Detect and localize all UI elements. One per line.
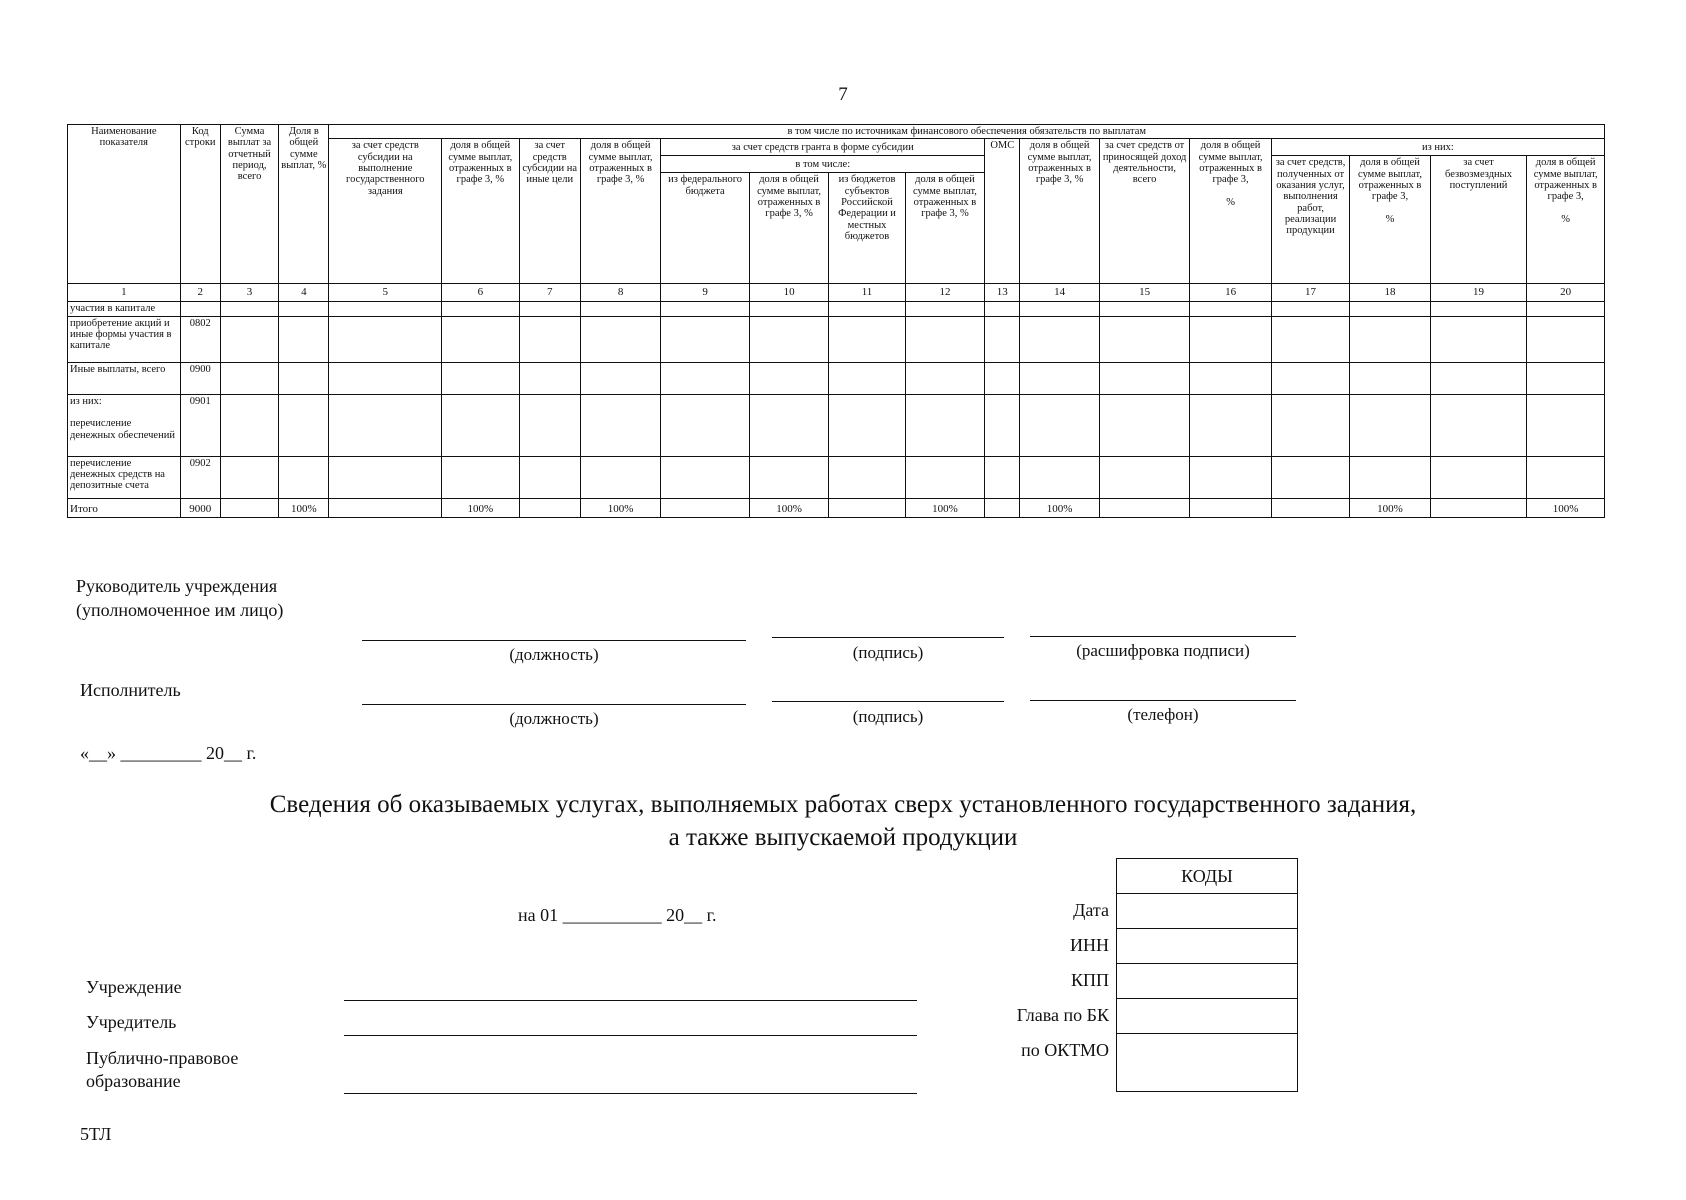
header-sum: Сумма выплат за отчетный период, всего bbox=[220, 125, 278, 284]
row-label: приобретение акций и иные формы участия в капитале bbox=[68, 316, 181, 362]
code-oktmo-cell[interactable] bbox=[1117, 1034, 1298, 1092]
code-glava-cell[interactable] bbox=[1117, 999, 1298, 1034]
col-number: 5 bbox=[329, 284, 442, 302]
col-number: 10 bbox=[749, 284, 828, 302]
total-share-14: 100% bbox=[1020, 498, 1099, 517]
row-label: из них: bbox=[70, 395, 102, 407]
institution-line[interactable] bbox=[344, 1000, 917, 1001]
header-col-11: из бюджетов субъектов Российской Федерации и местных бюджетов bbox=[829, 173, 905, 284]
col-number: 20 bbox=[1527, 284, 1605, 302]
header-col-16-pct: % bbox=[1226, 196, 1235, 208]
footer-code: 5ТЛ bbox=[80, 1124, 112, 1144]
signature-caption: (подпись) bbox=[852, 643, 924, 662]
col-number: 2 bbox=[180, 284, 220, 302]
header-col-10: доля в общей сумме выплат, отраженных в графе 3, % bbox=[749, 173, 828, 284]
public-entity-line[interactable] bbox=[344, 1093, 917, 1094]
total-share-6: 100% bbox=[442, 498, 519, 517]
position-caption: (должность) bbox=[509, 645, 599, 664]
total-share-20: 100% bbox=[1527, 498, 1605, 517]
header-col-18 bbox=[1350, 156, 1430, 284]
col-number: 18 bbox=[1350, 284, 1430, 302]
executor-position-caption: (должность) bbox=[509, 709, 599, 728]
row-label-cell bbox=[68, 394, 181, 456]
codes-table bbox=[1116, 858, 1298, 1092]
oktmo-label: по ОКТМО bbox=[1021, 1040, 1109, 1060]
col-number: 15 bbox=[1099, 284, 1190, 302]
row-label: Иные выплаты, всего bbox=[68, 362, 181, 394]
table-row bbox=[68, 362, 1605, 394]
table-row bbox=[68, 316, 1605, 362]
codes-header: КОДЫ bbox=[1117, 859, 1298, 894]
row-code: 0902 bbox=[180, 456, 220, 498]
header-name: Наименование показателя bbox=[68, 125, 181, 284]
col-number: 16 bbox=[1190, 284, 1271, 302]
decoding-line[interactable] bbox=[1030, 636, 1296, 637]
header-col-14: доля в общей сумме выплат, отраженных в графе 3, % bbox=[1020, 139, 1099, 284]
page-number: 7 bbox=[838, 84, 848, 105]
header-col-17: за счет средств, полученных от оказания услуг, выполнения работ, реализации продукции bbox=[1271, 156, 1349, 284]
row-label-sub: перечисление денежных обеспечений bbox=[70, 418, 175, 441]
col-number: 14 bbox=[1020, 284, 1099, 302]
col-number: 1 bbox=[68, 284, 181, 302]
col-number: 8 bbox=[580, 284, 660, 302]
signature-line[interactable] bbox=[772, 637, 1004, 638]
public-entity-line-1: Публично-правовое bbox=[86, 1048, 239, 1068]
table-row bbox=[68, 456, 1605, 498]
payments-table bbox=[67, 124, 1605, 518]
executor-label: Исполнитель bbox=[80, 680, 181, 700]
col-number: 13 bbox=[985, 284, 1020, 302]
code-date-cell[interactable] bbox=[1117, 894, 1298, 929]
date-label: Дата bbox=[1073, 900, 1109, 920]
col-number: 19 bbox=[1430, 284, 1527, 302]
header-col-6: доля в общей сумме выплат, отраженных в графе 3, % bbox=[442, 139, 519, 284]
inn-label: ИНН bbox=[1070, 935, 1109, 955]
row-label: участия в капитале bbox=[68, 302, 181, 316]
decoding-caption: (расшифровка подписи) bbox=[1076, 641, 1250, 660]
header-col-12: доля в общей сумме выплат, отраженных в графе 3, % bbox=[905, 173, 984, 284]
col-number: 9 bbox=[661, 284, 750, 302]
position-line[interactable] bbox=[362, 640, 746, 641]
col-number: 4 bbox=[279, 284, 329, 302]
row-label: перечисление денежных средств на депозитные счета bbox=[68, 456, 181, 498]
column-numbers-row bbox=[68, 284, 1605, 302]
total-share-10: 100% bbox=[749, 498, 828, 517]
row-code bbox=[180, 302, 220, 316]
col-number: 7 bbox=[519, 284, 580, 302]
table-row bbox=[68, 302, 1605, 316]
head-line-2: (уполномоченное им лицо) bbox=[76, 600, 284, 620]
row-code: 0901 bbox=[180, 394, 220, 456]
header-col-18-text: доля в общей сумме выплат, отраженных в графе 3, bbox=[1358, 157, 1422, 203]
report-date[interactable]: на 01 ___________ 20__ г. bbox=[518, 905, 717, 925]
header-col-20-pct: % bbox=[1561, 213, 1571, 225]
header-col-15: за счет средств от приносящей доход деятельности, всего bbox=[1099, 139, 1190, 284]
executor-signature-caption: (подпись) bbox=[852, 707, 924, 726]
header-col-7: за счет средств субсидии на иные цели bbox=[519, 139, 580, 284]
table-row bbox=[68, 394, 1605, 456]
header-col-19: за счет безвозмездных поступлений bbox=[1430, 156, 1527, 284]
public-entity-label bbox=[86, 1047, 238, 1093]
col-number: 3 bbox=[220, 284, 278, 302]
institution-label: Учреждение bbox=[86, 977, 182, 997]
header-col-16 bbox=[1190, 139, 1271, 284]
kpp-label: КПП bbox=[1070, 970, 1109, 990]
header-col-13: ОМС bbox=[985, 139, 1020, 284]
total-row bbox=[68, 498, 1605, 517]
header-grant: за счет средств гранта в форме субсидии bbox=[661, 139, 985, 156]
public-entity-line-2: образование bbox=[86, 1071, 181, 1091]
col-number: 6 bbox=[442, 284, 519, 302]
signature-date[interactable]: «__» _________ 20__ г. bbox=[80, 743, 257, 763]
total-label: Итого bbox=[68, 498, 181, 517]
col-number: 17 bbox=[1271, 284, 1349, 302]
head-of-institution bbox=[76, 574, 283, 622]
header-col-9: из федерального бюджета bbox=[661, 173, 750, 284]
header-col-18-pct: % bbox=[1385, 213, 1395, 225]
header-of-which: из них: bbox=[1271, 139, 1604, 156]
row-code: 0900 bbox=[180, 362, 220, 394]
header-sources: в том числе по источникам финансового обеспечения обязательств по выплатам bbox=[329, 125, 1605, 139]
executor-position-line[interactable] bbox=[362, 704, 746, 705]
executor-phone-line[interactable] bbox=[1030, 700, 1296, 701]
executor-signature-line[interactable] bbox=[772, 701, 1004, 702]
header-col-20 bbox=[1527, 156, 1605, 284]
section-title: Сведения об оказываемых услугах, выполняемых работах сверх установленного государственного задания, bbox=[269, 791, 1417, 818]
head-line-1: Руководитель учреждения bbox=[76, 576, 278, 596]
glava-label: Глава по БК bbox=[1016, 1005, 1109, 1025]
header-incl: в том числе: bbox=[661, 156, 985, 173]
col-number: 11 bbox=[829, 284, 905, 302]
founder-line[interactable] bbox=[344, 1035, 917, 1036]
total-share-18: 100% bbox=[1350, 498, 1430, 517]
header-share: Доля в общей сумме выплат, % bbox=[279, 125, 329, 284]
section-title-2: а также выпускаемой продукции bbox=[668, 824, 1018, 851]
total-code: 9000 bbox=[180, 498, 220, 517]
total-share-12: 100% bbox=[905, 498, 984, 517]
header-col-8: доля в общей сумме выплат, отраженных в графе 3, % bbox=[580, 139, 660, 284]
row-code: 0802 bbox=[180, 316, 220, 362]
founder-label: Учредитель bbox=[86, 1012, 177, 1032]
header-col-20-text: доля в общей сумме выплат, отраженных в графе 3, bbox=[1533, 157, 1598, 203]
total-share-4: 100% bbox=[279, 498, 329, 517]
header-col-16-text: доля в общей сумме выплат, отраженных в графе 3, bbox=[1198, 140, 1263, 186]
total-share-8: 100% bbox=[580, 498, 660, 517]
phone-caption: (телефон) bbox=[1127, 705, 1199, 724]
code-kpp-cell[interactable] bbox=[1117, 964, 1298, 999]
code-inn-cell[interactable] bbox=[1117, 929, 1298, 964]
header-col-5: за счет средств субсидии на выполнение государственного задания bbox=[329, 139, 442, 284]
header-code: Код строки bbox=[180, 125, 220, 284]
col-number: 12 bbox=[905, 284, 984, 302]
